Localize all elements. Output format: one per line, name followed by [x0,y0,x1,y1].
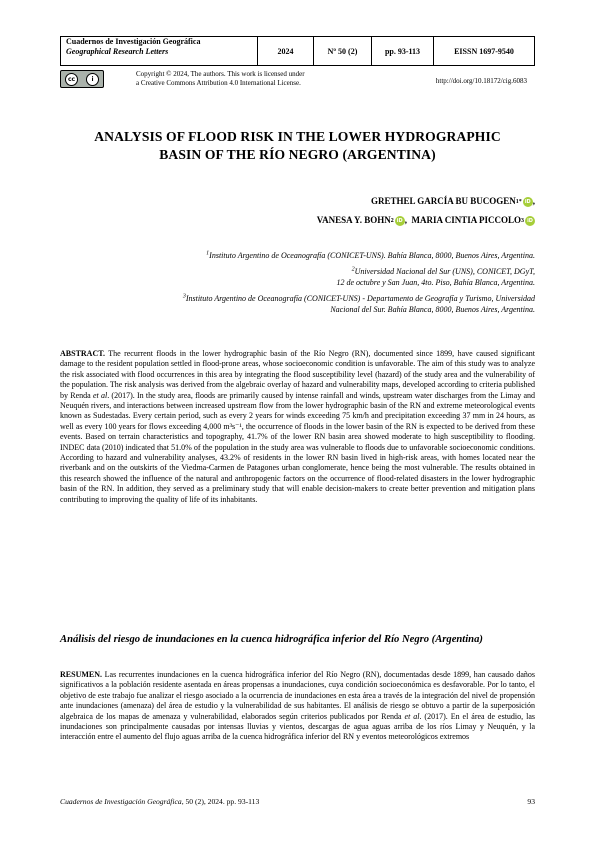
affiliation-text: Nacional del Sur. Bahía Blanca, 8000, Buenos Aires, Argentina. [330,305,535,314]
author-name: VANESA Y. BOHN [316,215,391,225]
author-name: MARIA CINTIA PICCOLO [411,215,521,225]
author-name: GRETHEL GARCÍA BU BUCOGEN [370,196,516,206]
footer-issue: , 50 (2), 2024. pp. 93-113 [181,797,260,806]
affiliation-text: Instituto Argentino de Oceanografía (CONICET-UNS) - Departamento de Geografía y Turismo, Universidad [185,294,535,303]
author-line [317,192,535,211]
attribution-icon: i [86,73,99,86]
author-line [317,211,535,230]
abstract-text: . (2017). In the study area, floods are primarily caused by intense rainfall and winds, upstream water discharges from the Limay and Neuquén rivers, and interactions between increased upstream flow from the lower hydrographic basin of the RN and extreme meteorological events known as Sudestadas. Every certain period, such as every 2 years for winds exceeding 75 km/h and precipitation exceeding 37 mm in 24 hours, as well as every 100 years for flows exceeding 4,000 m³s⁻¹, the occurrence of floods in the lower basin of the RN is expected to be derived from these events. Based on terrain characteristics and topography, 41.7% of the lower RN basin area showed moderate to high susceptibility to flooding. INDEC data (2010) indicated that 51.0% of the population in the study area was vulnerable to floods due to unfavorable socioeconomic conditions. According to hazard and vulnerability analyses, 43.2% of residents in the lower RN basin lived in high-risk areas, with homes located near the riverbank and on the outskirts of the Viedma-Carmen de Patagones urban conglomerate, hence being the most vulnerable. The results obtained in this research showed the influence of the natural and anthropogenic factors on the occurrence of flood-related disasters in the lower hydrographic basin of the RN. In addition, they served as a preliminary study that will enable decision-makers to create better prevention and mitigation plans contributing to improving the quality of life of its inhabitants. [60,390,536,504]
journal-name-en: Geographical Research Letters [66,47,169,56]
abstract-etal: et al [92,390,108,400]
journal-name-es: Cuadernos de Investigación Geográfica [66,37,201,46]
journal-pages: pp. 93-113 [372,37,434,65]
affiliation [75,250,535,261]
orcid-icon[interactable]: iD [523,197,533,207]
abstract [60,349,535,505]
journal-header-table [60,36,535,66]
cc-icon: cc [65,73,78,86]
affiliation [75,266,535,288]
license-text [136,70,366,87]
abstract-text: The recurrent floods in the lower hydrographic basin of the Río Negro (RN), documented since 1899, have caused significant damage to the resident population settled in flood-prone areas, whose socioeconomic condition is unfavorable. The aim of this study was to analyze the risk associated with flood occurrences in this area by integrating the flood susceptibility level (hazard) of the study area and the vulnerability of the population. The risk analysis was derived from the algebraic overlay of hazard and vulnerability maps, developed according to criteria published by Renda [60,349,535,400]
resumen-etal: et al [404,711,420,721]
affiliation [75,293,535,315]
journal-name-cell [61,37,258,65]
license-text-line: Copyright © 2024, The authors. This work is licensed under [136,70,305,78]
affiliation-text: 12 de octubre y San Juan, 4to. Piso, Bahía Blanca, Argentina. [336,278,535,287]
resumen-text: Las recurrentes inundaciones en la cuenca hidrográfica inferior del Río Negro (RN), documentadas desde 1899, han causado daños significativos a la población residente asentada en áreas propensas a inundaciones, cuya condición socioeconómica es desfavorable. Por lo tanto, el objetivo de este trabajo fue analizar el riesgo asociado a la ocurrencia de inundaciones en esta área a través de la integración del nivel de propensión ante inundaciones (amenaza) del área de estudio y la vulnerabilidad de sus habitantes. El análisis de riesgo se obtuvo a partir de la superposición algebraica de los mapas de amenaza y vulnerabilidad, elaborados según criterios publicados por Renda [60,670,535,721]
license-row [60,70,535,92]
cc-by-license-icon[interactable] [60,70,104,88]
journal-issue: Nº 50 (2) [314,37,372,65]
spanish-title: Análisis del riesgo de inundaciones en la cuenca hidrográfica inferior del Río Negro (Argentina) [60,634,483,645]
footer-citation [60,797,259,806]
affiliation-text: Universidad Nacional del Sur (UNS), CONICET, DGyT, [354,267,535,276]
author: VANESA Y. BOHN 2 iD , [317,211,407,230]
resumen-text: . (2017). En el área de estudio, las inundaciones son principalmente causadas por intensas lluvias y vientos, descargas de agua aguas arriba de los ríos Limay y Neuquén, y la interacción entre el aumento del flujo aguas arriba de la cuenca hidrográfica inferior del RN y eventos meteorológicos extremos [60,711,535,742]
affiliation-marker: 3 [182,293,186,300]
author-separator: , [532,196,535,206]
author-list [317,192,535,230]
title-line: ANALYSIS OF FLOOD RISK IN THE LOWER HYDROGRAPHIC [94,129,501,144]
doi-link[interactable]: http://doi.org/10.18172/cig.6083 [435,77,527,85]
orcid-icon[interactable]: iD [395,216,405,226]
affiliation-marker: 2 [351,266,355,273]
footer-journal: Cuadernos de Investigación Geográfica [60,797,182,806]
author: GRETHEL GARCÍA BU BUCOGEN 1* iD , [371,192,535,211]
affiliations [75,250,535,320]
journal-issn: EISSN 1697-9540 [454,46,514,56]
orcid-icon[interactable]: iD [525,216,535,226]
resumen [60,670,535,743]
resumen-label: RESUMEN. [60,670,103,679]
affiliation-text: Instituto Argentino de Oceanografía (CONICET-UNS). Bahía Blanca, 8000, Buenos Aires, Argentina. [209,251,535,260]
article-title [60,128,535,164]
title-line: BASIN OF THE RÍO NEGRO (ARGENTINA) [159,147,436,162]
affiliation-marker: 1 [206,250,210,257]
journal-year: 2024 [258,37,314,65]
author-separator: , [404,215,407,225]
abstract-label: ABSTRACT. [60,349,105,358]
page-number: 93 [527,797,535,806]
license-text-line: a Creative Commons Attribution 4.0 International License. [136,78,301,87]
author: MARIA CINTIA PICCOLO 3 iD [409,211,535,230]
